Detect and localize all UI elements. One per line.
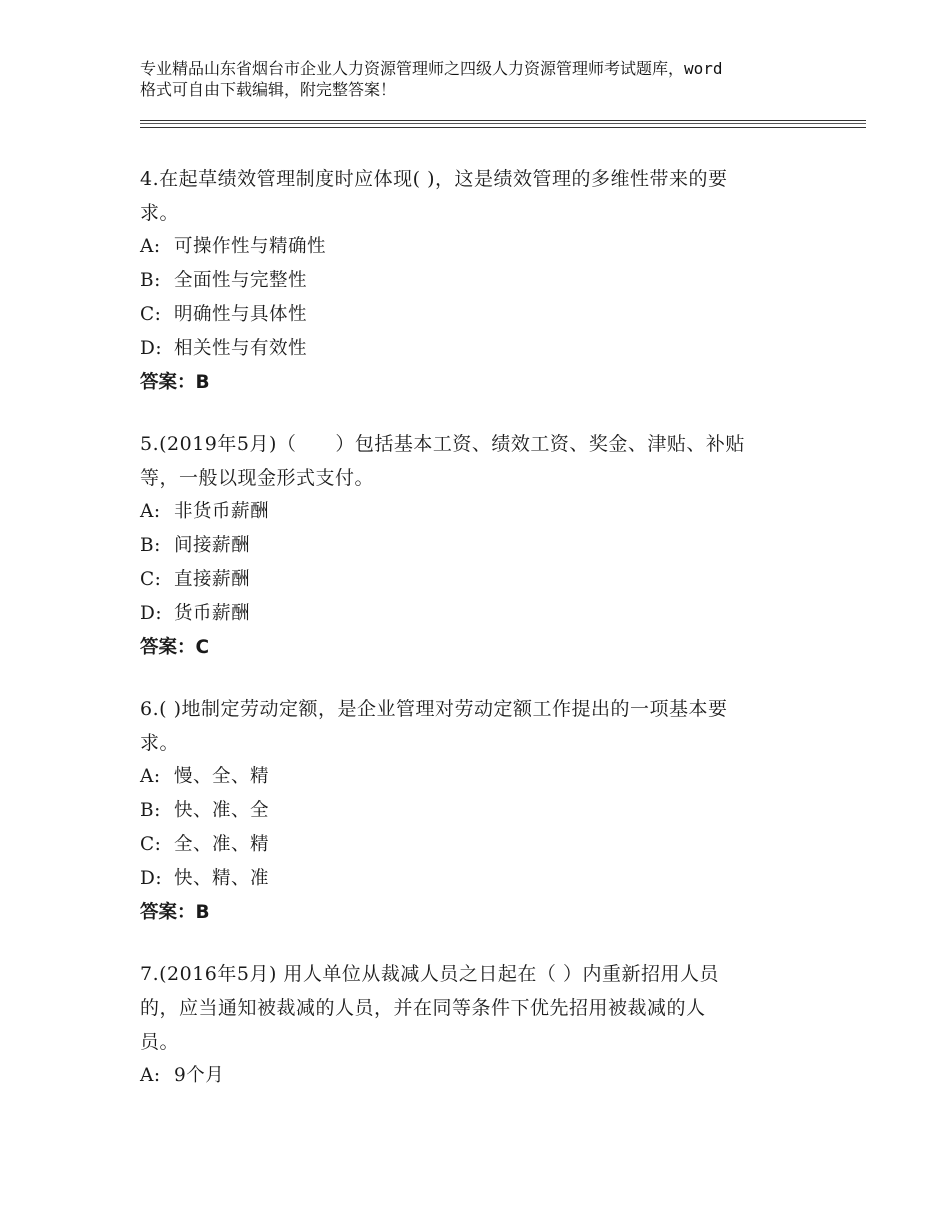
question-6 [140,692,820,930]
option-text: 9个月 [174,1065,225,1086]
option-b [140,529,820,563]
option-text: 非货币薪酬 [174,501,270,522]
question-list [140,162,820,1120]
question-4 [140,162,820,400]
option-letter: C: [140,834,162,855]
option-text: 相关性与有效性 [174,338,308,359]
option-b [140,264,820,298]
answer-line: 答案：B [140,372,210,393]
header-line-2: 格式可自由下载编辑，附完整答案！ [140,80,397,99]
option-a [140,760,820,794]
question-5 [140,427,820,665]
option-b [140,794,820,828]
question-stem: 求。 [140,202,180,224]
question-stem: 求。 [140,732,180,754]
document-header [140,58,830,100]
option-letter: B: [140,535,161,556]
option-d [140,332,820,366]
question-stem: 4.在起草绩效管理制度时应体现( )，这是绩效管理的多维性带来的要 [140,168,728,190]
option-letter: B: [140,270,161,291]
option-letter: B: [140,800,161,821]
option-text: 可操作性与精确性 [174,236,327,257]
option-text: 货币薪酬 [174,603,251,624]
question-stem: 7.(2016年5月) 用人单位从裁减人员之日起在（ ）内重新招用人员 [140,963,719,985]
option-text: 全面性与完整性 [174,270,308,291]
option-letter: A: [140,766,161,787]
option-text: 全、准、精 [174,834,270,855]
header-divider [140,120,866,128]
option-letter: C: [140,569,162,590]
option-a [140,230,820,264]
option-c [140,298,820,332]
option-text: 间接薪酬 [174,535,251,556]
question-7 [140,957,820,1093]
answer-line: 答案：B [140,902,210,923]
option-text: 慢、全、精 [174,766,270,787]
option-letter: A: [140,236,161,257]
option-letter: D: [140,338,163,359]
option-letter: C: [140,304,162,325]
question-stem: 的，应当通知被裁减的人员，并在同等条件下优先招用被裁减的人 [140,997,706,1019]
option-letter: A: [140,1065,161,1086]
option-a [140,1059,820,1093]
option-text: 快、精、准 [174,868,270,889]
option-c [140,828,820,862]
option-c [140,563,820,597]
option-letter: A: [140,501,161,522]
option-text: 明确性与具体性 [174,304,308,325]
header-line-1: 专业精品山东省烟台市企业人力资源管理师之四级人力资源管理师考试题库，word [140,59,723,78]
option-a [140,495,820,529]
option-d [140,597,820,631]
question-stem: 等，一般以现金形式支付。 [140,467,375,489]
answer-line: 答案：C [140,637,210,658]
question-stem: 6.( )地制定劳动定额，是企业管理对劳动定额工作提出的一项基本要 [140,698,728,720]
option-text: 直接薪酬 [174,569,251,590]
option-text: 快、准、全 [174,800,270,821]
option-letter: D: [140,603,163,624]
question-stem: 员。 [140,1031,180,1053]
question-stem: 5.(2019年5月)（ ）包括基本工资、绩效工资、奖金、津贴、补贴 [140,433,745,455]
option-letter: D: [140,868,163,889]
option-d [140,862,820,896]
